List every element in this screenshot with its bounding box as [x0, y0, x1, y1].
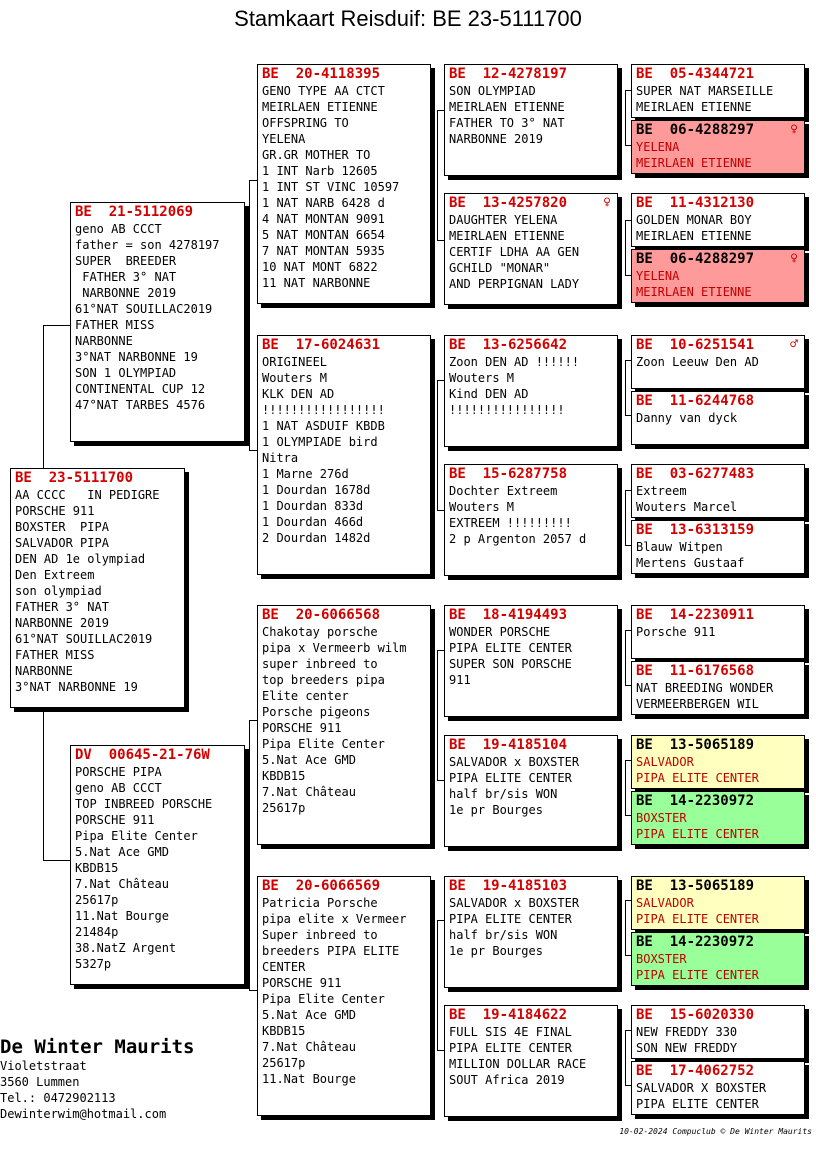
connector-line [43, 325, 70, 326]
info-line: GR.GR MOTHER TO [262, 148, 371, 162]
connector-line [437, 380, 444, 381]
info-line: PORSCHE PIPA [75, 765, 162, 779]
owner-street: Violetstraat [0, 1059, 87, 1073]
connector-line [249, 450, 257, 451]
connector-line [437, 780, 444, 781]
info-line: 7.Nat Château [75, 877, 169, 891]
info-line: MEIRLAEN ETIENNE [636, 285, 752, 299]
info-line: 21484p [75, 925, 119, 939]
info-line: BOXSTER [636, 952, 687, 966]
info-line: SALVADOR x BOXSTER [449, 755, 580, 769]
ancestor-card [631, 1005, 805, 1059]
info-line: KBDB15 [262, 769, 306, 783]
info-line: KBDB15 [262, 1024, 306, 1038]
info-line: DEN AD 1e olympiad [15, 552, 146, 566]
info-line: VERMEERBERGEN WIL [636, 697, 759, 711]
info-line: 5 NAT MONTAN 6654 [262, 228, 385, 242]
ring-number: BE 23-5111700 [15, 470, 134, 486]
owner-city: 3560 Lummen [0, 1075, 80, 1089]
info-line: 3°NAT NARBONNE 19 [75, 350, 198, 364]
info-line: 911 [449, 673, 471, 687]
ring-number: BE 19-4185103 [449, 878, 568, 894]
ring-number: BE 17-6024631 [262, 337, 381, 353]
info-line: Porsche pigeons [262, 705, 371, 719]
info-line: Wouters M [449, 500, 515, 514]
connector-line [437, 510, 444, 511]
connector-line [249, 720, 257, 721]
info-line: SALVADOR x BOXSTER [449, 896, 580, 910]
info-line: 1 NAT ASDUIF KBDB [262, 419, 385, 433]
info-line: 25617p [262, 1056, 306, 1070]
great-grandparent-card [444, 605, 618, 717]
info-line: MEIRLAEN ETIENNE [636, 100, 752, 114]
ring-number: BE 14-2230972 [636, 793, 755, 809]
connector-line [437, 110, 444, 111]
info-line: CERTIF LDHA AA GEN [449, 245, 580, 259]
info-line: PORSCHE 911 [15, 504, 95, 518]
ring-number: DV 00645-21-76W [75, 747, 210, 763]
ring-number: BE 21-5112069 [75, 204, 194, 220]
info-line: KBDB15 [75, 861, 119, 875]
info-line: SALVADOR [636, 755, 694, 769]
male-icon: ♂ [790, 337, 798, 352]
info-line: 1 Dourdan 466d [262, 515, 364, 529]
info-line: FATHER TO 3° NAT [449, 116, 565, 130]
info-line: MEIRLAEN ETIENNE [262, 100, 378, 114]
info-line: 11.Nat Bourge [75, 909, 169, 923]
info-line: 2 Dourdan 1482d [262, 531, 371, 545]
connector-line [625, 760, 626, 815]
connector-line [249, 180, 257, 181]
info-line: son olympiad [15, 584, 102, 598]
owner-email: Dewinterwim@hotmail.com [0, 1107, 167, 1121]
info-line: FATHER MISS [75, 318, 155, 332]
info-line: 11 NAT NARBONNE [262, 276, 371, 290]
info-line: 1 INT ST VINC 10597 [262, 180, 400, 194]
info-line: BOXSTER PIPA [15, 520, 109, 534]
info-line: NARBONNE [75, 334, 133, 348]
ancestor-card [631, 249, 805, 303]
info-line: MEIRLAEN ETIENNE [636, 156, 752, 170]
info-line: PIPA ELITE CENTER [636, 827, 759, 841]
info-line: AA CCCC IN PEDIGRE [15, 488, 160, 502]
info-line: Mertens Gustaaf [636, 556, 745, 570]
info-line: Kind DEN AD [449, 387, 529, 401]
great-grandparent-card [444, 876, 618, 988]
info-line: Nitra [262, 451, 299, 465]
info-line: half br/sis WON [449, 928, 558, 942]
female-icon: ♀ [790, 251, 798, 266]
ancestor-card [631, 335, 805, 389]
info-line: SON 1 OLYMPIAD [75, 366, 177, 380]
ring-number: BE 14-2230911 [636, 607, 755, 623]
info-line: Pipa Elite Center [75, 829, 198, 843]
info-line: Patricia Porsche [262, 896, 378, 910]
info-line: Pipa Elite Center [262, 992, 385, 1006]
info-line: 2 p Argenton 2057 d [449, 532, 587, 546]
info-line: MEIRLAEN ETIENNE [636, 229, 752, 243]
ring-number: BE 15-6020330 [636, 1007, 755, 1023]
connector-line [249, 720, 250, 990]
great-grandparent-card [444, 64, 618, 176]
info-line: SALVADOR X BOXSTER [636, 1081, 767, 1095]
info-line: 5.Nat Ace GMD [262, 753, 356, 767]
grandparent-card [257, 64, 431, 304]
info-line: CONTINENTAL CUP 12 [75, 382, 206, 396]
info-line: 1 Marne 276d [262, 467, 349, 481]
info-line: Chakotay porsche [262, 625, 378, 639]
info-line: FATHER MISS [15, 648, 95, 662]
info-line: BOXSTER [636, 811, 687, 825]
info-line: Extreem [636, 484, 687, 498]
owner-name: De Winter Maurits [0, 1036, 195, 1058]
ancestor-card [631, 605, 805, 659]
connector-line [625, 900, 626, 955]
ancestor-card [631, 1061, 805, 1115]
info-line: !!!!!!!!!!!!!!!!! [262, 403, 385, 417]
ring-number: BE 20-4118395 [262, 66, 381, 82]
info-line: Dochter Extreem [449, 484, 558, 498]
info-line: AND PERPIGNAN LADY [449, 277, 580, 291]
ancestor-card [631, 120, 805, 174]
info-line: 1 NAT NARB 6428 d [262, 196, 385, 210]
ancestor-card [631, 932, 805, 986]
info-line: Wouters M [449, 371, 515, 385]
footer-credit: 10-02-2024 Compuclub © De Winter Maurits [619, 1127, 812, 1136]
info-line: TOP INBREED PORSCHE [75, 797, 213, 811]
info-line: PORSCHE 911 [262, 976, 342, 990]
ring-number: BE 12-4278197 [449, 66, 568, 82]
info-line: 1 Dourdan 1678d [262, 483, 371, 497]
info-line: top breeders pipa [262, 673, 385, 687]
info-line: GENO TYPE AA CTCT [262, 84, 385, 98]
info-line: SUPER BREEDER [75, 254, 177, 268]
info-line: 11.Nat Bourge [262, 1072, 356, 1086]
ring-number: BE 03-6277483 [636, 466, 755, 482]
ring-number: BE 19-4184622 [449, 1007, 568, 1023]
ring-number: BE 11-6176568 [636, 663, 755, 679]
ancestor-card [631, 876, 805, 930]
info-line: !!!!!!!!!!!!!!!! [449, 403, 565, 417]
ring-number: BE 20-6066569 [262, 878, 381, 894]
owner-block [0, 1036, 194, 1122]
info-line: KLK DEN AD [262, 387, 335, 401]
female-icon: ♀ [603, 195, 611, 210]
info-line: 1 INT Narb 12605 [262, 164, 378, 178]
info-line: FATHER 3° NAT [75, 270, 177, 284]
ring-number: BE 10-6251541 [636, 337, 755, 353]
info-line: 7.Nat Château [262, 1040, 356, 1054]
connector-line [625, 630, 626, 685]
info-line: 10 NAT MONT 6822 [262, 260, 378, 274]
info-line: super inbreed to [262, 657, 378, 671]
grandparent-card [257, 605, 431, 845]
info-line: PIPA ELITE CENTER [449, 912, 572, 926]
info-line: SALVADOR PIPA [15, 536, 109, 550]
great-grandparent-card [444, 1005, 618, 1117]
info-line: Wouters Marcel [636, 500, 738, 514]
ring-number: BE 17-4062752 [636, 1063, 755, 1079]
ring-number: BE 13-4257820 [449, 195, 568, 211]
info-line: SOUT Africa 2019 [449, 1073, 565, 1087]
ancestor-card [631, 735, 805, 789]
info-line: ORIGINEEL [262, 355, 328, 369]
info-line: NARBONNE 2019 [15, 616, 109, 630]
ancestor-card [631, 791, 805, 845]
info-line: 1e pr Bourges [449, 803, 543, 817]
ring-number: BE 14-2230972 [636, 934, 755, 950]
info-line: NARBONNE 2019 [75, 286, 177, 300]
dam-card [70, 745, 245, 985]
ring-number: BE 11-6244768 [636, 393, 755, 409]
info-line: NEW FREDDY 330 [636, 1025, 738, 1039]
info-line: SALVADOR [636, 896, 694, 910]
ring-number: BE 18-4194493 [449, 607, 568, 623]
info-line: SON OLYMPIAD [449, 84, 536, 98]
connector-line [43, 860, 70, 861]
grandparent-card [257, 335, 431, 575]
info-line: breeders PIPA ELITE [262, 944, 400, 958]
info-line: 38.NatZ Argent [75, 941, 177, 955]
info-line: Wouters M [262, 371, 328, 385]
info-line: CENTER [262, 960, 306, 974]
connector-line [437, 380, 438, 510]
info-line: 5327p [75, 957, 112, 971]
info-line: PIPA ELITE CENTER [636, 771, 759, 785]
ancestor-card [631, 464, 805, 518]
info-line: YELENA [636, 269, 680, 283]
info-line: MILLION DOLLAR RACE [449, 1057, 587, 1071]
connector-line [249, 180, 250, 450]
info-line: 5.Nat Ace GMD [75, 845, 169, 859]
info-line: 7 NAT MONTAN 5935 [262, 244, 385, 258]
ancestor-card [631, 64, 805, 118]
info-line: Porsche 911 [636, 625, 716, 639]
ring-number: BE 06-4288297 [636, 251, 755, 267]
ring-number: BE 13-6256642 [449, 337, 568, 353]
info-line: 3°NAT NARBONNE 19 [15, 680, 138, 694]
ring-number: BE 06-4288297 [636, 122, 755, 138]
info-line: pipa x Vermeerb wilm [262, 641, 407, 655]
info-line: PIPA ELITE CENTER [636, 1097, 759, 1111]
connector-line [625, 360, 626, 415]
female-icon: ♀ [790, 122, 798, 137]
info-line: 47°NAT TARBES 4576 [75, 398, 206, 412]
grandparent-card [257, 876, 431, 1116]
info-line: PIPA ELITE CENTER [636, 968, 759, 982]
info-line: Danny van dyck [636, 411, 738, 425]
info-line: GCHILD "MONAR" [449, 261, 551, 275]
info-line: geno AB CCCT [75, 781, 162, 795]
info-line: Zoon DEN AD !!!!!! [449, 355, 580, 369]
info-line: Pipa Elite Center [262, 737, 385, 751]
info-line: NARBONNE 2019 [449, 132, 543, 146]
connector-line [437, 920, 444, 921]
info-line: PORSCHE 911 [262, 721, 342, 735]
connector-line [625, 1030, 626, 1085]
info-line: Zoon Leeuw Den AD [636, 355, 759, 369]
ancestor-card [631, 391, 805, 445]
info-line: 61°NAT SOUILLAC2019 [75, 302, 213, 316]
connector-line [437, 110, 438, 240]
sire-card [70, 202, 245, 442]
info-line: 61°NAT SOUILLAC2019 [15, 632, 153, 646]
info-line: NAT BREEDING WONDER [636, 681, 774, 695]
info-line: 1 OLYMPIADE bird [262, 435, 378, 449]
ancestor-card [631, 520, 805, 574]
subject-card [10, 468, 185, 708]
info-line: Den Extreem [15, 568, 95, 582]
info-line: PIPA ELITE CENTER [636, 912, 759, 926]
info-line: OFFSPRING TO [262, 116, 349, 130]
ring-number: BE 19-4185104 [449, 737, 568, 753]
info-line: YELENA [262, 132, 306, 146]
great-grandparent-card [444, 735, 618, 847]
info-line: PIPA ELITE CENTER [449, 771, 572, 785]
info-line: 1e pr Bourges [449, 944, 543, 958]
ring-number: BE 05-4344721 [636, 66, 755, 82]
info-line: 1 Dourdan 833d [262, 499, 364, 513]
info-line: PIPA ELITE CENTER [449, 1041, 572, 1055]
info-line: MEIRLAEN ETIENNE [449, 100, 565, 114]
info-line: 4 NAT MONTAN 9091 [262, 212, 385, 226]
info-line: EXTREEM !!!!!!!!! [449, 516, 572, 530]
info-line: WONDER PORSCHE [449, 625, 551, 639]
connector-line [625, 90, 626, 145]
ring-number: BE 11-4312130 [636, 195, 755, 211]
info-line: YELENA [636, 140, 680, 154]
ancestor-card [631, 661, 805, 715]
connector-line [437, 650, 438, 780]
great-grandparent-card [444, 464, 618, 576]
info-line: SON NEW FREDDY [636, 1041, 738, 1055]
info-line: NARBONNE [15, 664, 73, 678]
info-line: MEIRLAEN ETIENNE [449, 229, 565, 243]
info-line: PORSCHE 911 [75, 813, 155, 827]
connector-line [437, 240, 444, 241]
connector-line [625, 220, 626, 275]
info-line: SUPER SON PORSCHE [449, 657, 572, 671]
ancestor-card [631, 193, 805, 247]
info-line: GOLDEN MONAR BOY [636, 213, 752, 227]
info-line: geno AB CCCT [75, 222, 162, 236]
great-grandparent-card [444, 193, 618, 305]
info-line: father = son 4278197 [75, 238, 220, 252]
connector-line [437, 920, 438, 1050]
info-line: FULL SIS 4E FINAL [449, 1025, 572, 1039]
owner-phone: Tel.: 0472902113 [0, 1091, 116, 1105]
connector-line [437, 1050, 444, 1051]
connector-line [437, 650, 444, 651]
info-line: 25617p [75, 893, 119, 907]
info-line: half br/sis WON [449, 787, 558, 801]
ring-number: BE 13-5065189 [636, 737, 755, 753]
info-line: Super inbreed to [262, 928, 378, 942]
great-grandparent-card [444, 335, 618, 447]
info-line: pipa elite x Vermeer [262, 912, 407, 926]
info-line: PIPA ELITE CENTER [449, 641, 572, 655]
connector-line [625, 490, 626, 545]
connector-line [249, 990, 257, 991]
ring-number: BE 13-5065189 [636, 878, 755, 894]
info-line: Elite center [262, 689, 349, 703]
ring-number: BE 13-6313159 [636, 522, 755, 538]
page-title: Stamkaart Reisduif: BE 23-5111700 [234, 6, 582, 31]
info-line: SUPER NAT MARSEILLE [636, 84, 774, 98]
info-line: 7.Nat Château [262, 785, 356, 799]
connector-line [43, 708, 44, 860]
info-line: FATHER 3° NAT [15, 600, 109, 614]
info-line: 5.Nat Ace GMD [262, 1008, 356, 1022]
connector-line [43, 325, 44, 468]
info-line: 25617p [262, 801, 306, 815]
ring-number: BE 20-6066568 [262, 607, 381, 623]
info-line: DAUGHTER YELENA [449, 213, 558, 227]
ring-number: BE 15-6287758 [449, 466, 568, 482]
info-line: Blauw Witpen [636, 540, 723, 554]
